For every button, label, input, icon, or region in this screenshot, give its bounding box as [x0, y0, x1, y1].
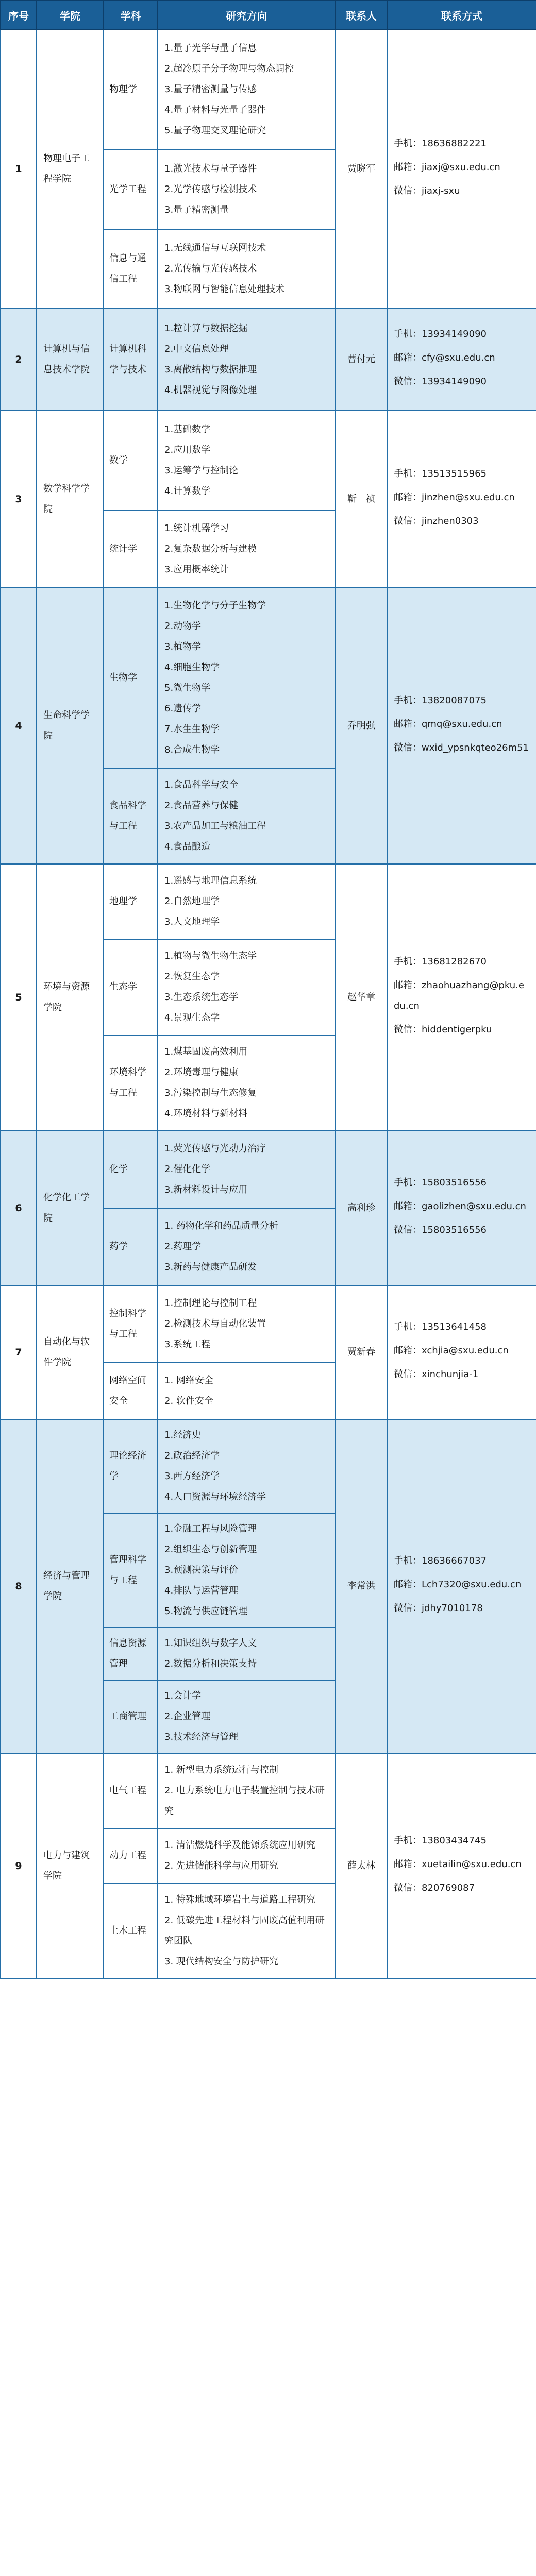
school-group: [1, 588, 536, 864]
contact-person-cell: 乔明强: [336, 588, 387, 864]
contact-line: 邮箱：xuetailin@sxu.edu.cn: [394, 1859, 522, 1870]
contact-line: 邮箱：gaolizhen@sxu.edu.cn: [394, 1201, 526, 1212]
contact-line: 邮箱：qmq@sxu.edu.cn: [394, 719, 502, 730]
school-group: [1, 1131, 536, 1285]
direction-item: 3.运筹学与控制论: [164, 465, 239, 476]
direction-cell: [158, 29, 336, 150]
direction-item: 3.生态系统生态学: [164, 992, 239, 1003]
subject-cell: 土木工程: [104, 1883, 158, 1979]
school-group: [1, 1285, 536, 1419]
direction-item: 2.组织生态与创新管理: [164, 1544, 257, 1555]
header-direction: 研究方向: [158, 1, 336, 29]
direction-item: 2.企业管理: [164, 1711, 211, 1722]
direction-item: 2.超冷原子分子物理与物态调控: [164, 63, 294, 74]
direction-item: 4.机器视觉与图像处理: [164, 385, 257, 396]
direction-cell: [158, 588, 336, 768]
contact-info-cell: [387, 1131, 536, 1285]
subject-cell: 地理学: [104, 864, 158, 939]
contact-info-cell: [387, 29, 536, 309]
table-row: [1, 29, 536, 150]
header-subject: 学科: [104, 1, 158, 29]
school-group: [1, 1753, 536, 1979]
subject-cell: 动力工程: [104, 1828, 158, 1883]
contact-info-cell: [387, 1285, 536, 1419]
subject-cell: 食品科学与工程: [104, 768, 158, 864]
subject-cell: 药学: [104, 1208, 158, 1285]
seq-cell: 6: [1, 1131, 37, 1285]
school-cell: 自动化与软件学院: [37, 1285, 104, 1419]
subject-cell: 生物学: [104, 588, 158, 768]
contact-info-cell: [387, 1419, 536, 1753]
direction-item: 3.技术经济与管理: [164, 1732, 239, 1742]
direction-cell: [158, 1285, 336, 1363]
direction-cell: [158, 150, 336, 229]
direction-item: 2.食品营养与保健: [164, 800, 239, 811]
contact-line: 微信：820769087: [394, 1883, 475, 1893]
direction-cell: [158, 1363, 336, 1419]
school-cell: 化学化工学院: [37, 1131, 104, 1285]
school-cell: 物理电子工程学院: [37, 29, 104, 309]
subject-cell: 管理科学与工程: [104, 1513, 158, 1628]
direction-item: 2.中文信息处理: [164, 344, 229, 354]
contact-info-cell: [387, 588, 536, 864]
contact-line: 手机：13681282670: [394, 956, 487, 967]
school-group: [1, 309, 536, 411]
direction-item: 3.植物学: [164, 641, 202, 652]
subject-cell: 信息资源管理: [104, 1628, 158, 1680]
subject-cell: 数学: [104, 411, 158, 511]
direction-item: 4.人口资源与环境经济学: [164, 1492, 266, 1502]
contact-info-cell: [387, 411, 536, 588]
school-cell: 电力与建筑学院: [37, 1753, 104, 1979]
direction-item: 2.政治经济学: [164, 1450, 220, 1461]
direction-item: 5.微生物学: [164, 683, 211, 693]
contact-line: 邮箱：xchjia@sxu.edu.cn: [394, 1345, 509, 1356]
contact-line: 微信：13934149090: [394, 376, 487, 387]
direction-item: 4.计算数学: [164, 486, 211, 497]
header-contact-info: 联系方式: [387, 1, 536, 29]
contact-line: 手机：18636667037: [394, 1555, 487, 1566]
contact-line: 邮箱：jiaxj@sxu.edu.cn: [394, 162, 500, 173]
subject-cell: 统计学: [104, 511, 158, 588]
contact-line: 手机：13820087075: [394, 695, 487, 706]
direction-item: 4.细胞生物学: [164, 662, 220, 673]
direction-item: 1.食品科学与安全: [164, 779, 239, 790]
direction-item: 4.排队与运营管理: [164, 1585, 239, 1596]
direction-cell: [158, 1513, 336, 1628]
direction-item: 1. 网络安全: [164, 1375, 213, 1386]
direction-cell: [158, 1131, 336, 1208]
direction-item: 3. 现代结构安全与防护研究: [164, 1956, 278, 1967]
contact-line: 手机：13513641458: [394, 1321, 487, 1332]
contact-line: 微信：15803516556: [394, 1225, 487, 1235]
table-row: [1, 411, 536, 511]
direction-cell: [158, 511, 336, 588]
direction-item: 2.光学传感与检测技术: [164, 184, 257, 195]
direction-item: 3.应用概率统计: [164, 564, 229, 575]
school-cell: 经济与管理学院: [37, 1419, 104, 1753]
direction-item: 3.系统工程: [164, 1339, 211, 1350]
subject-cell: 工商管理: [104, 1680, 158, 1753]
seq-cell: 3: [1, 411, 37, 588]
contact-info-cell: [387, 309, 536, 411]
direction-item: 1. 新型电力系统运行与控制: [164, 1765, 278, 1775]
direction-item: 3.量子精密测量: [164, 205, 229, 215]
direction-item: 2.复杂数据分析与建模: [164, 544, 257, 554]
direction-item: 1.遥感与地理信息系统: [164, 875, 257, 886]
direction-item: 3.农产品加工与粮油工程: [164, 821, 266, 832]
direction-item: 2.药理学: [164, 1241, 202, 1252]
direction-item: 1.控制理论与控制工程: [164, 1298, 257, 1309]
seq-cell: 5: [1, 864, 37, 1131]
school-cell: 计算机与信息技术学院: [37, 309, 104, 411]
direction-item: 2.光传输与光传感技术: [164, 263, 257, 274]
subject-cell: 网络空间安全: [104, 1363, 158, 1419]
direction-item: 3.人文地理学: [164, 917, 220, 927]
direction-cell: [158, 1419, 336, 1513]
direction-cell: [158, 229, 336, 309]
direction-item: 2.应用数学: [164, 445, 211, 455]
contact-person-cell: 曹付元: [336, 309, 387, 411]
direction-item: 2.自然地理学: [164, 896, 220, 907]
direction-cell: [158, 411, 336, 511]
direction-item: 2.动物学: [164, 621, 202, 632]
header-contact: 联系人: [336, 1, 387, 29]
table-row: [1, 588, 536, 768]
school-group: [1, 411, 536, 588]
direction-item: 4.环境材料与新材料: [164, 1108, 248, 1119]
contact-info-cell: [387, 1753, 536, 1979]
header-school: 学院: [37, 1, 104, 29]
direction-item: 1.生物化学与分子生物学: [164, 600, 266, 611]
direction-item: 3.新药与健康产品研发: [164, 1262, 257, 1273]
table-row: [1, 1753, 536, 1828]
contact-line: 微信：xinchunjia-1: [394, 1369, 479, 1380]
direction-cell: [158, 1828, 336, 1883]
direction-item: 3.污染控制与生态修复: [164, 1088, 257, 1098]
subject-cell: 计算机科学与技术: [104, 309, 158, 411]
direction-item: 1.知识组织与数字人文: [164, 1638, 257, 1649]
direction-item: 3.西方经济学: [164, 1471, 220, 1482]
contact-person-cell: 贾晓军: [336, 29, 387, 309]
direction-cell: [158, 1628, 336, 1680]
subject-cell: 电气工程: [104, 1753, 158, 1828]
subject-cell: 控制科学与工程: [104, 1285, 158, 1363]
direction-item: 3.新材料设计与应用: [164, 1184, 248, 1195]
direction-item: 1.植物与微生物生态学: [164, 951, 257, 961]
direction-item: 2.数据分析和决策支持: [164, 1658, 257, 1669]
direction-cell: [158, 939, 336, 1035]
subject-cell: 生态学: [104, 939, 158, 1035]
contact-person-cell: 赵华章: [336, 864, 387, 1131]
direction-item: 1.统计机器学习: [164, 523, 229, 534]
contact-line: 手机：13803434745: [394, 1835, 487, 1846]
direction-item: 1.荧光传感与光动力治疗: [164, 1143, 266, 1154]
direction-item: 1.基础数学: [164, 424, 211, 435]
table-row: [1, 1419, 536, 1513]
direction-cell: [158, 1753, 336, 1828]
subject-cell: 物理学: [104, 29, 158, 150]
contact-person-cell: 靳 祯: [336, 411, 387, 588]
contact-line: 微信：wxid_ypsnkqteo26m51: [394, 742, 529, 753]
direction-item: 1.粒计算与数据挖掘: [164, 323, 248, 334]
direction-item: 3.预测决策与评价: [164, 1565, 239, 1575]
direction-cell: [158, 1035, 336, 1131]
direction-item: 3.离散结构与数据推理: [164, 364, 257, 375]
contact-line: 手机：13934149090: [394, 329, 487, 340]
direction-item: 1. 药物化学和药品质量分析: [164, 1221, 278, 1231]
direction-cell: [158, 1883, 336, 1979]
school-cell: 生命科学学院: [37, 588, 104, 864]
seq-cell: 7: [1, 1285, 37, 1419]
school-cell: 环境与资源学院: [37, 864, 104, 1131]
subject-cell: 理论经济学: [104, 1419, 158, 1513]
direction-item: 4.食品酿造: [164, 841, 211, 852]
direction-item: 5.物流与供应链管理: [164, 1606, 248, 1617]
direction-item: 8.合成生物学: [164, 744, 220, 755]
contact-line: 手机：18636882221: [394, 138, 487, 149]
seq-cell: 8: [1, 1419, 37, 1753]
direction-item: 2.环境毒理与健康: [164, 1067, 239, 1078]
direction-item: 4.量子材料与光量子器件: [164, 105, 266, 115]
direction-cell: [158, 864, 336, 939]
contact-line: 微信：jiaxj-sxu: [394, 185, 460, 196]
contact-line: 邮箱：cfy@sxu.edu.cn: [394, 352, 495, 363]
direction-item: 1.量子光学与量子信息: [164, 43, 257, 54]
school-group: [1, 864, 536, 1131]
table-row: [1, 1131, 536, 1208]
contact-person-cell: 薛太林: [336, 1753, 387, 1979]
direction-item: 2.检测技术与自动化装置: [164, 1318, 266, 1329]
direction-item: 1.无线通信与互联网技术: [164, 243, 266, 253]
direction-item: 1.金融工程与风险管理: [164, 1523, 257, 1534]
contact-line: 邮箱：Lch7320@sxu.edu.cn: [394, 1579, 522, 1590]
contact-line: 微信：hiddentigerpku: [394, 1024, 492, 1035]
school-cell: 数学科学学院: [37, 411, 104, 588]
direction-item: 2. 先进储能科学与应用研究: [164, 1860, 278, 1871]
direction-item: 3.量子精密测量与传感: [164, 84, 257, 95]
direction-item: 6.遗传学: [164, 703, 202, 714]
header-seq: 序号: [1, 1, 37, 29]
table-row: [1, 1285, 536, 1363]
school-group: [1, 29, 536, 309]
direction-item: 1. 清洁燃烧科学及能源系统应用研究: [164, 1840, 315, 1851]
seq-cell: 9: [1, 1753, 37, 1979]
contact-line: 邮箱：jinzhen@sxu.edu.cn: [394, 492, 515, 503]
contact-line: 微信：jdhy7010178: [394, 1603, 483, 1614]
direction-cell: [158, 768, 336, 864]
contact-info-cell: [387, 864, 536, 1131]
direction-item: 2. 软件安全: [164, 1396, 213, 1406]
header-row: [1, 1, 536, 29]
direction-item: 2. 低碳先进工程材料与固废高值利用研究团队: [164, 1915, 325, 1946]
direction-item: 1.会计学: [164, 1690, 202, 1701]
school-group: [1, 1419, 536, 1753]
contact-line: 手机：13513515965: [394, 468, 487, 479]
contact-person-cell: 高利珍: [336, 1131, 387, 1285]
subject-cell: 信息与通信工程: [104, 229, 158, 309]
seq-cell: 2: [1, 309, 37, 411]
table-row: [1, 864, 536, 939]
subject-cell: 化学: [104, 1131, 158, 1208]
direction-item: 1. 特殊地域环境岩土与道路工程研究: [164, 1894, 315, 1905]
direction-item: 2. 电力系统电力电子装置控制与技术研究: [164, 1785, 325, 1817]
seq-cell: 4: [1, 588, 37, 864]
direction-item: 4.景观生态学: [164, 1012, 220, 1023]
direction-item: 1.激光技术与量子器件: [164, 163, 257, 174]
contact-person-cell: 李常洪: [336, 1419, 387, 1753]
subject-cell: 环境科学与工程: [104, 1035, 158, 1131]
direction-cell: [158, 1680, 336, 1753]
direction-item: 1.经济史: [164, 1430, 202, 1440]
direction-item: 2.催化化学: [164, 1164, 211, 1175]
contact-line: 手机：15803516556: [394, 1177, 487, 1188]
seq-cell: 1: [1, 29, 37, 309]
direction-item: 3.物联网与智能信息处理技术: [164, 284, 285, 295]
direction-item: 7.水生生物学: [164, 724, 220, 735]
direction-cell: [158, 1208, 336, 1285]
table-row: [1, 309, 536, 411]
direction-item: 1.煤基固废高效利用: [164, 1046, 248, 1057]
contact-line: 微信：jinzhen0303: [394, 516, 479, 527]
direction-item: 5.量子物理交叉理论研究: [164, 125, 266, 136]
contact-line: 邮箱：zhaohuazhang@pku.edu.cn: [394, 980, 524, 1011]
direction-cell: [158, 309, 336, 411]
subject-cell: 光学工程: [104, 150, 158, 229]
contact-person-cell: 贾新春: [336, 1285, 387, 1419]
direction-item: 2.恢复生态学: [164, 971, 220, 982]
